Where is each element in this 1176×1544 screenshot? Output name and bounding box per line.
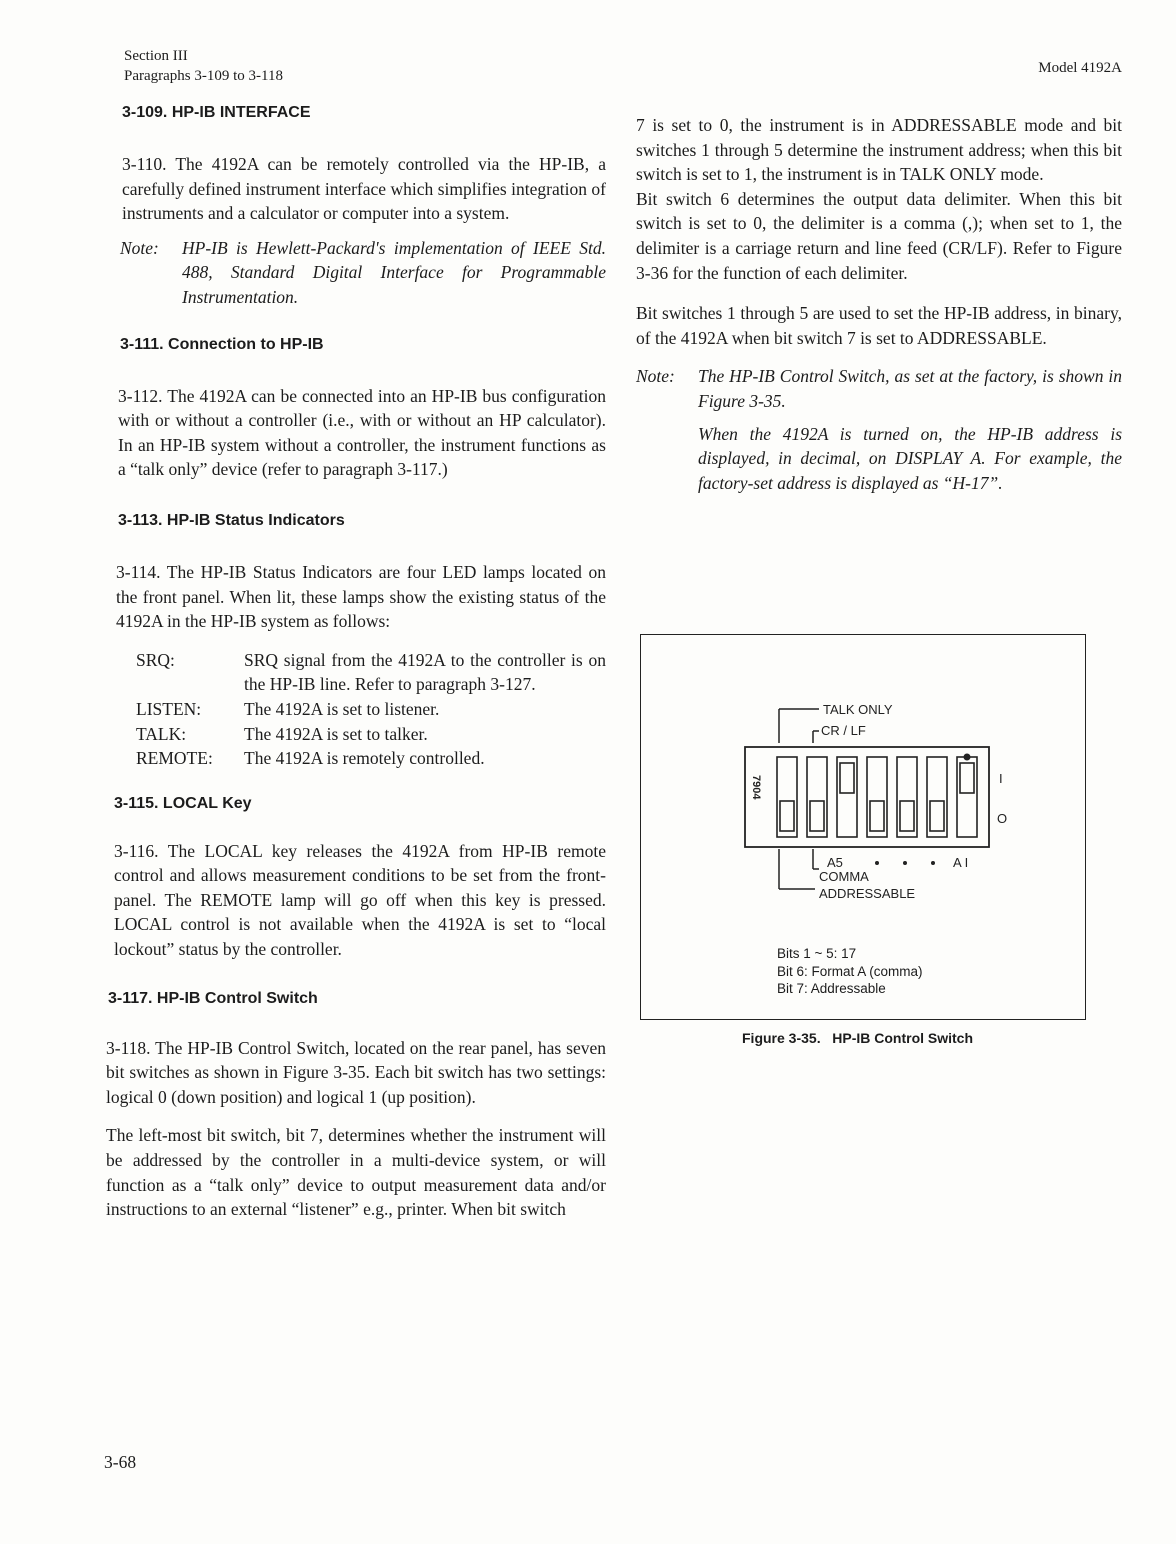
- a1-label: A I: [953, 855, 969, 870]
- cr-lf-label: CR / LF: [821, 723, 866, 738]
- indicator-talk: [136, 722, 606, 747]
- status-indicator-list: [136, 648, 606, 771]
- figure-hpib-control-switch: [640, 634, 1086, 1020]
- bit-switch-4-lever: [870, 801, 884, 831]
- figure-caption: Figure 3-35. HP-IB Control Switch: [742, 1030, 974, 1046]
- indicator-remote: [136, 746, 606, 771]
- factory-bit-settings: [777, 945, 923, 998]
- bit-switch-group: [777, 757, 977, 837]
- paragraph-3-118-cont: The left-most bit switch, bit 7, determines whether the instrument will be addressed by the controller in a multi-device system, or will function as a “talk only” device to output measurement data and/or instructions to an external “listener” e.g., printer. When bit switch: [106, 1125, 606, 1220]
- right-column: [636, 113, 1122, 503]
- bits-1-5-setting: Bits 1 ~ 5: 17: [777, 946, 857, 961]
- state-0-label: O: [997, 811, 1008, 826]
- bit-dot: [903, 861, 907, 865]
- left-column: [106, 104, 606, 1222]
- indicator-term: TALK:: [136, 723, 187, 744]
- bit-switch-5-lever: [840, 763, 854, 793]
- part-number: 7904: [750, 775, 762, 800]
- paragraph-3-112: 3-112. The 4192A can be connected into an HP-IB bus configuration with or without a controller (i.e., with or without an HP calculator). In an HP-IB system without a controller, the instrument functions as a “talk only” device (refer to paragraph 3-117.): [118, 385, 606, 480]
- bit-switch-3-lever: [900, 801, 914, 831]
- page-number: 3-68: [104, 1452, 137, 1472]
- note-label: Note:: [120, 237, 159, 258]
- note-hpib: [120, 236, 606, 318]
- paragraph-bit6: Bit switch 6 determines the output data delimiter. When this bit switch is set to 0, the delimiter is a comma (,); when set to 1, the delimiter is a carriage return and line feed (CR/LF). Refer to Figure 3-36 for the function of each delimiter.: [636, 188, 1122, 283]
- bit-switch-7-lever: [780, 801, 794, 831]
- paragraph-3-116: 3-116. The LOCAL key releases the 4192A from HP-IB remote control and allows measurement conditions to be set from the front-panel. The REMOTE lamp will go off when this key is pressed. LOCAL control is not available when the 4192A is set to “local lockout” status by the controller.: [114, 840, 606, 960]
- bit-dot: [875, 861, 879, 865]
- heading-3-111: 3-111. Connection to HP-IB: [120, 335, 324, 353]
- bit-6-setting: Bit 6: Format A (comma): [777, 963, 923, 979]
- indicator-desc: The 4192A is set to talker.: [244, 723, 428, 744]
- indicator-term: LISTEN:: [136, 698, 202, 719]
- model-label: Model 4192A: [1038, 60, 1122, 76]
- heading-3-115: 3-115. LOCAL Key: [114, 794, 252, 812]
- comma-label: COMMA: [819, 869, 869, 884]
- indicator-desc: SRQ signal from the 4192A to the controller is on the HP-IB line. Refer to paragraph 3-127.: [244, 649, 606, 695]
- indicator-desc: The 4192A is remotely controlled.: [244, 748, 485, 769]
- indicator-listen: [136, 697, 606, 722]
- heading-3-113: 3-113. HP-IB Status Indicators: [118, 511, 345, 529]
- heading-3-109: 3-109. HP-IB INTERFACE: [122, 104, 311, 121]
- paragraph-range: Paragraphs 3-109 to 3-118: [124, 68, 283, 84]
- indicator-term: REMOTE:: [136, 748, 213, 769]
- bit-switch-1-lever: [960, 763, 974, 793]
- bit-7-setting: Bit 7: Addressable: [777, 981, 886, 996]
- a5-label: A5: [827, 855, 843, 870]
- paragraph-bit7-cont: 7 is set to 0, the instrument is in ADDRESSABLE mode and bit switches 1 through 5 determine the instrument address; when this bit switch is set to 1, the instrument is in TALK ONLY mode.: [636, 115, 1122, 185]
- heading-3-117: 3-117. HP-IB Control Switch: [108, 989, 318, 1007]
- talk-only-label: TALK ONLY: [823, 702, 893, 717]
- state-1-label: I: [999, 771, 1003, 786]
- bit-dot: [931, 861, 935, 865]
- note-label: Note:: [636, 366, 675, 387]
- page-header-left: [124, 46, 283, 86]
- paragraph-bits-1-5: Bit switches 1 through 5 are used to set the HP-IB address, in binary, of the 4192A when bit switch 7 is set to ADDRESSABLE.: [636, 303, 1122, 348]
- bit-switch-2-lever: [930, 801, 944, 831]
- note-text-1: The HP-IB Control Switch, as set at the factory, is shown in Figure 3-35.: [698, 366, 1122, 411]
- paragraph-3-114: 3-114. The HP-IB Status Indicators are four LED lamps located on the front panel. When lit, these lamps show the existing status of the 4192A in the HP-IB system as follows:: [116, 561, 606, 632]
- indicator-desc: The 4192A is set to listener.: [244, 698, 440, 719]
- note-text: HP-IB is Hewlett-Packard's implementation of IEEE Std. 488, Standard Digital Interface for Programmable Instrumentation.: [182, 237, 606, 307]
- indicator-srq: [136, 648, 606, 697]
- paragraph-3-118: 3-118. The HP-IB Control Switch, located on the rear panel, has seven bit switches as shown in Figure 3-35. Each bit switch has two settings: logical 0 (down position) and logical 1 (up position).: [106, 1037, 606, 1107]
- note-factory-setting: [636, 364, 1122, 503]
- note-text-2: When the 4192A is turned on, the HP-IB address is displayed, in decimal, on DISPLAY A. For example, the factory-set address is displayed as “H-17”.: [698, 423, 1122, 493]
- section-label: Section III: [124, 48, 188, 64]
- addressable-label: ADDRESSABLE: [819, 886, 916, 901]
- paragraph-3-110: 3-110. The 4192A can be remotely controlled via the HP-IB, a carefully defined instrument interface which simplifies integration of instruments and a calculator or computer into a system.: [122, 154, 606, 224]
- indicator-term: SRQ:: [136, 649, 175, 670]
- bit-switch-6-lever: [810, 801, 824, 831]
